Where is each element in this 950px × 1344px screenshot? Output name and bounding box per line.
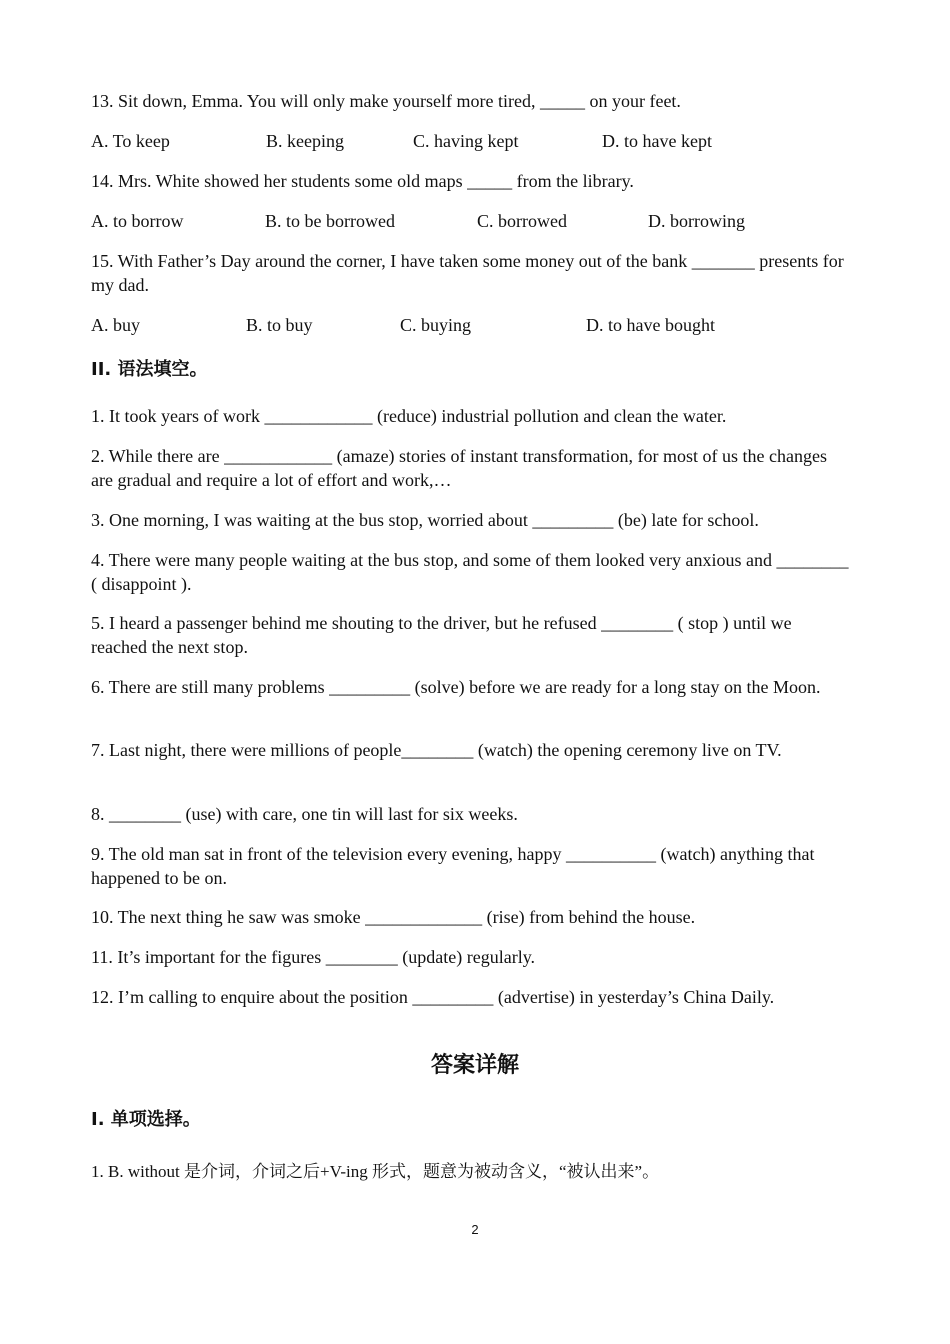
fill-item-8: 8. ________ (use) with care, one tin will last for six weeks. [91,804,518,824]
fill-item-5: 5. I heard a passenger behind me shouting to the driver, but he refused ________ ( stop ) until we reached the next stop. [91,613,792,657]
question-13-option-a: A. To keep [91,131,170,151]
fill-item-10: 10. The next thing he saw was smoke _____________ (rise) from behind the house. [91,907,696,927]
answer-1: 1. B. without 是介词，介词之后+V-ing 形式，题意为被动含义，“被认出来”。 [91,1162,660,1181]
question-15-option-c: C. buying [400,315,472,335]
question-14-option-c: C. borrowed [477,211,567,231]
question-14-option-b: B. to be borrowed [265,211,395,231]
fill-item-11: 11. It’s important for the figures ________ (update) regularly. [91,947,536,967]
question-13-option-d: D. to have kept [602,131,712,151]
question-13-stem: 13. Sit down, Emma. You will only make yourself more tired, _____ on your feet. [91,91,681,111]
fill-item-1: 1. It took years of work ____________ (reduce) industrial pollution and clean the water. [91,406,727,426]
fill-item-3: 3. One morning, I was waiting at the bus stop, worried about _________ (be) late for school. [91,510,759,530]
question-14-stem: 14. Mrs. White showed her students some old maps _____ from the library. [91,171,634,191]
question-14-option-d: D. borrowing [648,211,745,231]
answers-section-heading: I. 单项选择。 [91,1109,201,1130]
question-15-stem: 15. With Father’s Day around the corner, I have taken some money out of the bank _______ presents for my dad. [91,251,844,295]
question-15-option-d: D. to have bought [586,315,715,335]
fill-item-2: 2. While there are ____________ (amaze) stories of instant transformation, for most of us the changes are gradual and require a lot of effort and work,… [91,446,827,490]
question-15-option-a: A. buy [91,315,140,335]
page-number: 2 [471,1222,479,1237]
answers-title: 答案详解 [430,1053,519,1078]
fill-item-12: 12. I’m calling to enquire about the position _________ (advertise) in yesterday’s China Daily. [91,987,775,1007]
question-14-option-a: A. to borrow [91,211,184,231]
fill-item-9: 9. The old man sat in front of the television every evening, happy __________ (watch) anything that happened to be on. [91,844,815,888]
fill-item-4: 4. There were many people waiting at the bus stop, and some of them looked very anxious and ________ ( disappoint ). [91,550,849,594]
question-13-option-b: B. keeping [266,131,344,151]
section-2-heading: II. 语法填空。 [91,359,208,380]
question-15-option-b: B. to buy [246,315,313,335]
fill-item-7: 7. Last night, there were millions of people________ (watch) the opening ceremony live on TV. [91,740,782,760]
fill-item-6: 6. There are still many problems _________ (solve) before we are ready for a long stay on the Moon. [91,677,821,697]
question-13-option-c: C. having kept [413,131,519,151]
